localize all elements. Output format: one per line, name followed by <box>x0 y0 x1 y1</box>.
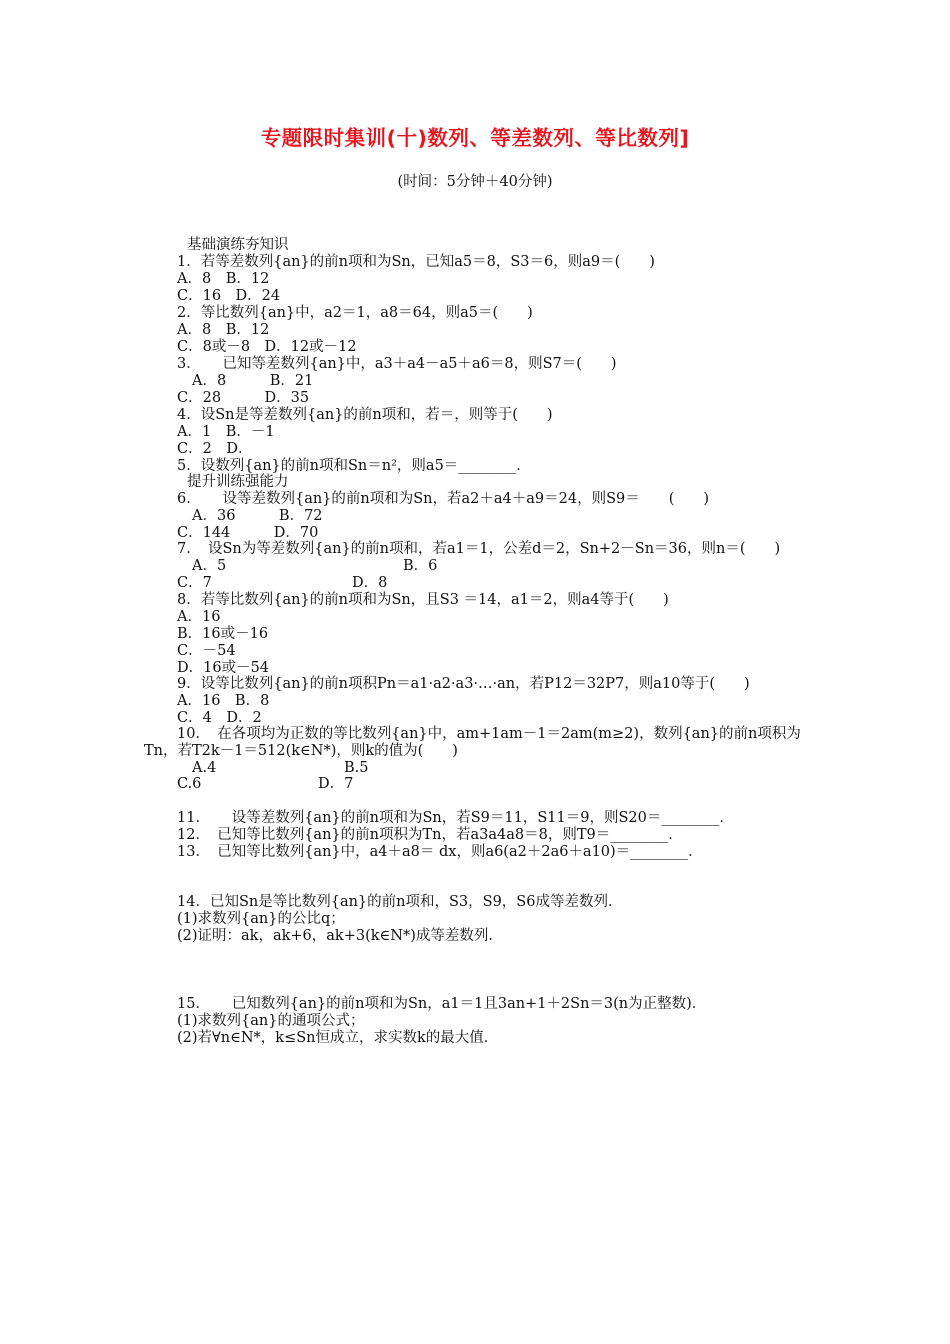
question-12: 12． 已知等比数列{an}的前n项积为Tn，若a3a4a8＝8，则T9＝________． <box>177 827 683 843</box>
q3-options-cd: C．28 D．35 <box>177 390 310 406</box>
section-heading-basic: 基础演练夯知识 <box>187 237 289 253</box>
q9-options-ab: A．16 B．8 <box>177 693 270 709</box>
q14-part-2: (2)证明：ak，ak+6，ak+3(k∈N*)成等差数列． <box>177 928 503 944</box>
q4-options-cd: C．2 D． <box>177 441 253 457</box>
q7-option-b: B．6 <box>403 558 438 574</box>
question-14: 14．已知Sn是等比数列{an}的前n项和，S3，S9，S6成等差数列． <box>177 894 623 910</box>
question-7: 7． 设Sn为等差数列{an}的前n项和，若a1＝1，公差d＝2，Sn+2－Sn＝36，则n＝( ) <box>177 541 781 557</box>
q14-part-1: (1)求数列{an}的公比q； <box>177 911 345 927</box>
q10-option-b: B.5 <box>344 760 369 776</box>
page-title: 专题限时集训(十)数列、等差数列、等比数列] <box>260 126 690 150</box>
q6-options-ab: A．36 B．72 <box>192 508 323 524</box>
question-4: 4．设Sn是等差数列{an}的前n项和，若＝，则等于( ) <box>177 407 553 423</box>
q7-option-c: C．7 <box>177 575 212 591</box>
q3-options-ab: A．8 B．21 <box>192 373 314 389</box>
q1-options-cd: C．16 D．24 <box>177 288 281 304</box>
q10-option-a: A.4 <box>192 760 217 776</box>
question-9: 9．设等比数列{an}的前n项积Pn＝a1·a2·a3·…·an，若P12＝32P7，则a10等于( ) <box>177 676 750 692</box>
q6-options-cd: C．144 D．70 <box>177 525 319 541</box>
question-10-continued: Tn，若T2k－1＝512(k∈N*)，则k的值为( ) <box>144 743 458 759</box>
q2-options-ab: A．8 B．12 <box>177 322 270 338</box>
section-heading-advanced: 提升训练强能力 <box>187 474 289 490</box>
q2-options-cd: C．8或－8 D．12或－12 <box>177 339 357 355</box>
question-2: 2．等比数列{an}中，a2＝1，a8＝64，则a5＝( ) <box>177 305 533 321</box>
question-6: 6． 设等差数列{an}的前n项和为Sn，若a2＋a4＋a9＝24，则S9＝ ( ) <box>177 491 710 507</box>
q8-option-b: B．16或－16 <box>177 626 269 642</box>
q10-option-d: D．7 <box>318 776 354 792</box>
q7-option-d: D．8 <box>352 575 388 591</box>
question-13: 13． 已知等比数列{an}中，a4＋a8＝ dx，则a6(a2＋2a6＋a10)＝________． <box>177 844 703 860</box>
question-3: 3． 已知等差数列{an}中，a3＋a4－a5＋a6＝8，则S7＝( ) <box>177 356 617 372</box>
time-note: (时间：5分钟＋40分钟) <box>397 174 553 190</box>
q1-options-ab: A．8 B．12 <box>177 271 270 287</box>
q8-option-a: A．16 <box>177 609 221 625</box>
question-11: 11． 设等差数列{an}的前n项和为Sn，若S9＝11，S11＝9，则S20＝________． <box>177 810 734 826</box>
question-10: 10． 在各项均为正数的等比数列{an}中，am+1am－1＝2am(m≥2)，数列{an}的前n项积为 <box>177 726 801 742</box>
q9-options-cd: C．4 D．2 <box>177 710 262 726</box>
q10-option-c: C.6 <box>177 776 202 792</box>
q15-part-2: (2)若∀n∈N*，k≤Sn恒成立，求实数k的最大值． <box>177 1030 499 1046</box>
q4-options-ab: A．1 B．－1 <box>177 424 275 440</box>
q15-part-1: (1)求数列{an}的通项公式； <box>177 1013 365 1029</box>
question-8: 8．若等比数列{an}的前n项和为Sn，且S3 ＝14，a1＝2，则a4等于( ) <box>177 592 669 608</box>
q7-option-a: A．5 <box>192 558 227 574</box>
q8-option-d: D．16或－54 <box>177 660 270 676</box>
question-15: 15． 已知数列{an}的前n项和为Sn，a1＝1且3an+1＋2Sn＝3(n为正整数)． <box>177 996 707 1012</box>
q8-option-c: C．－54 <box>177 643 236 659</box>
question-5: 5．设数列{an}的前n项和Sn＝n²，则a5＝________． <box>177 458 531 474</box>
question-1: 1．若等差数列{an}的前n项和为Sn，已知a5＝8，S3＝6，则a9＝( ) <box>177 254 655 270</box>
